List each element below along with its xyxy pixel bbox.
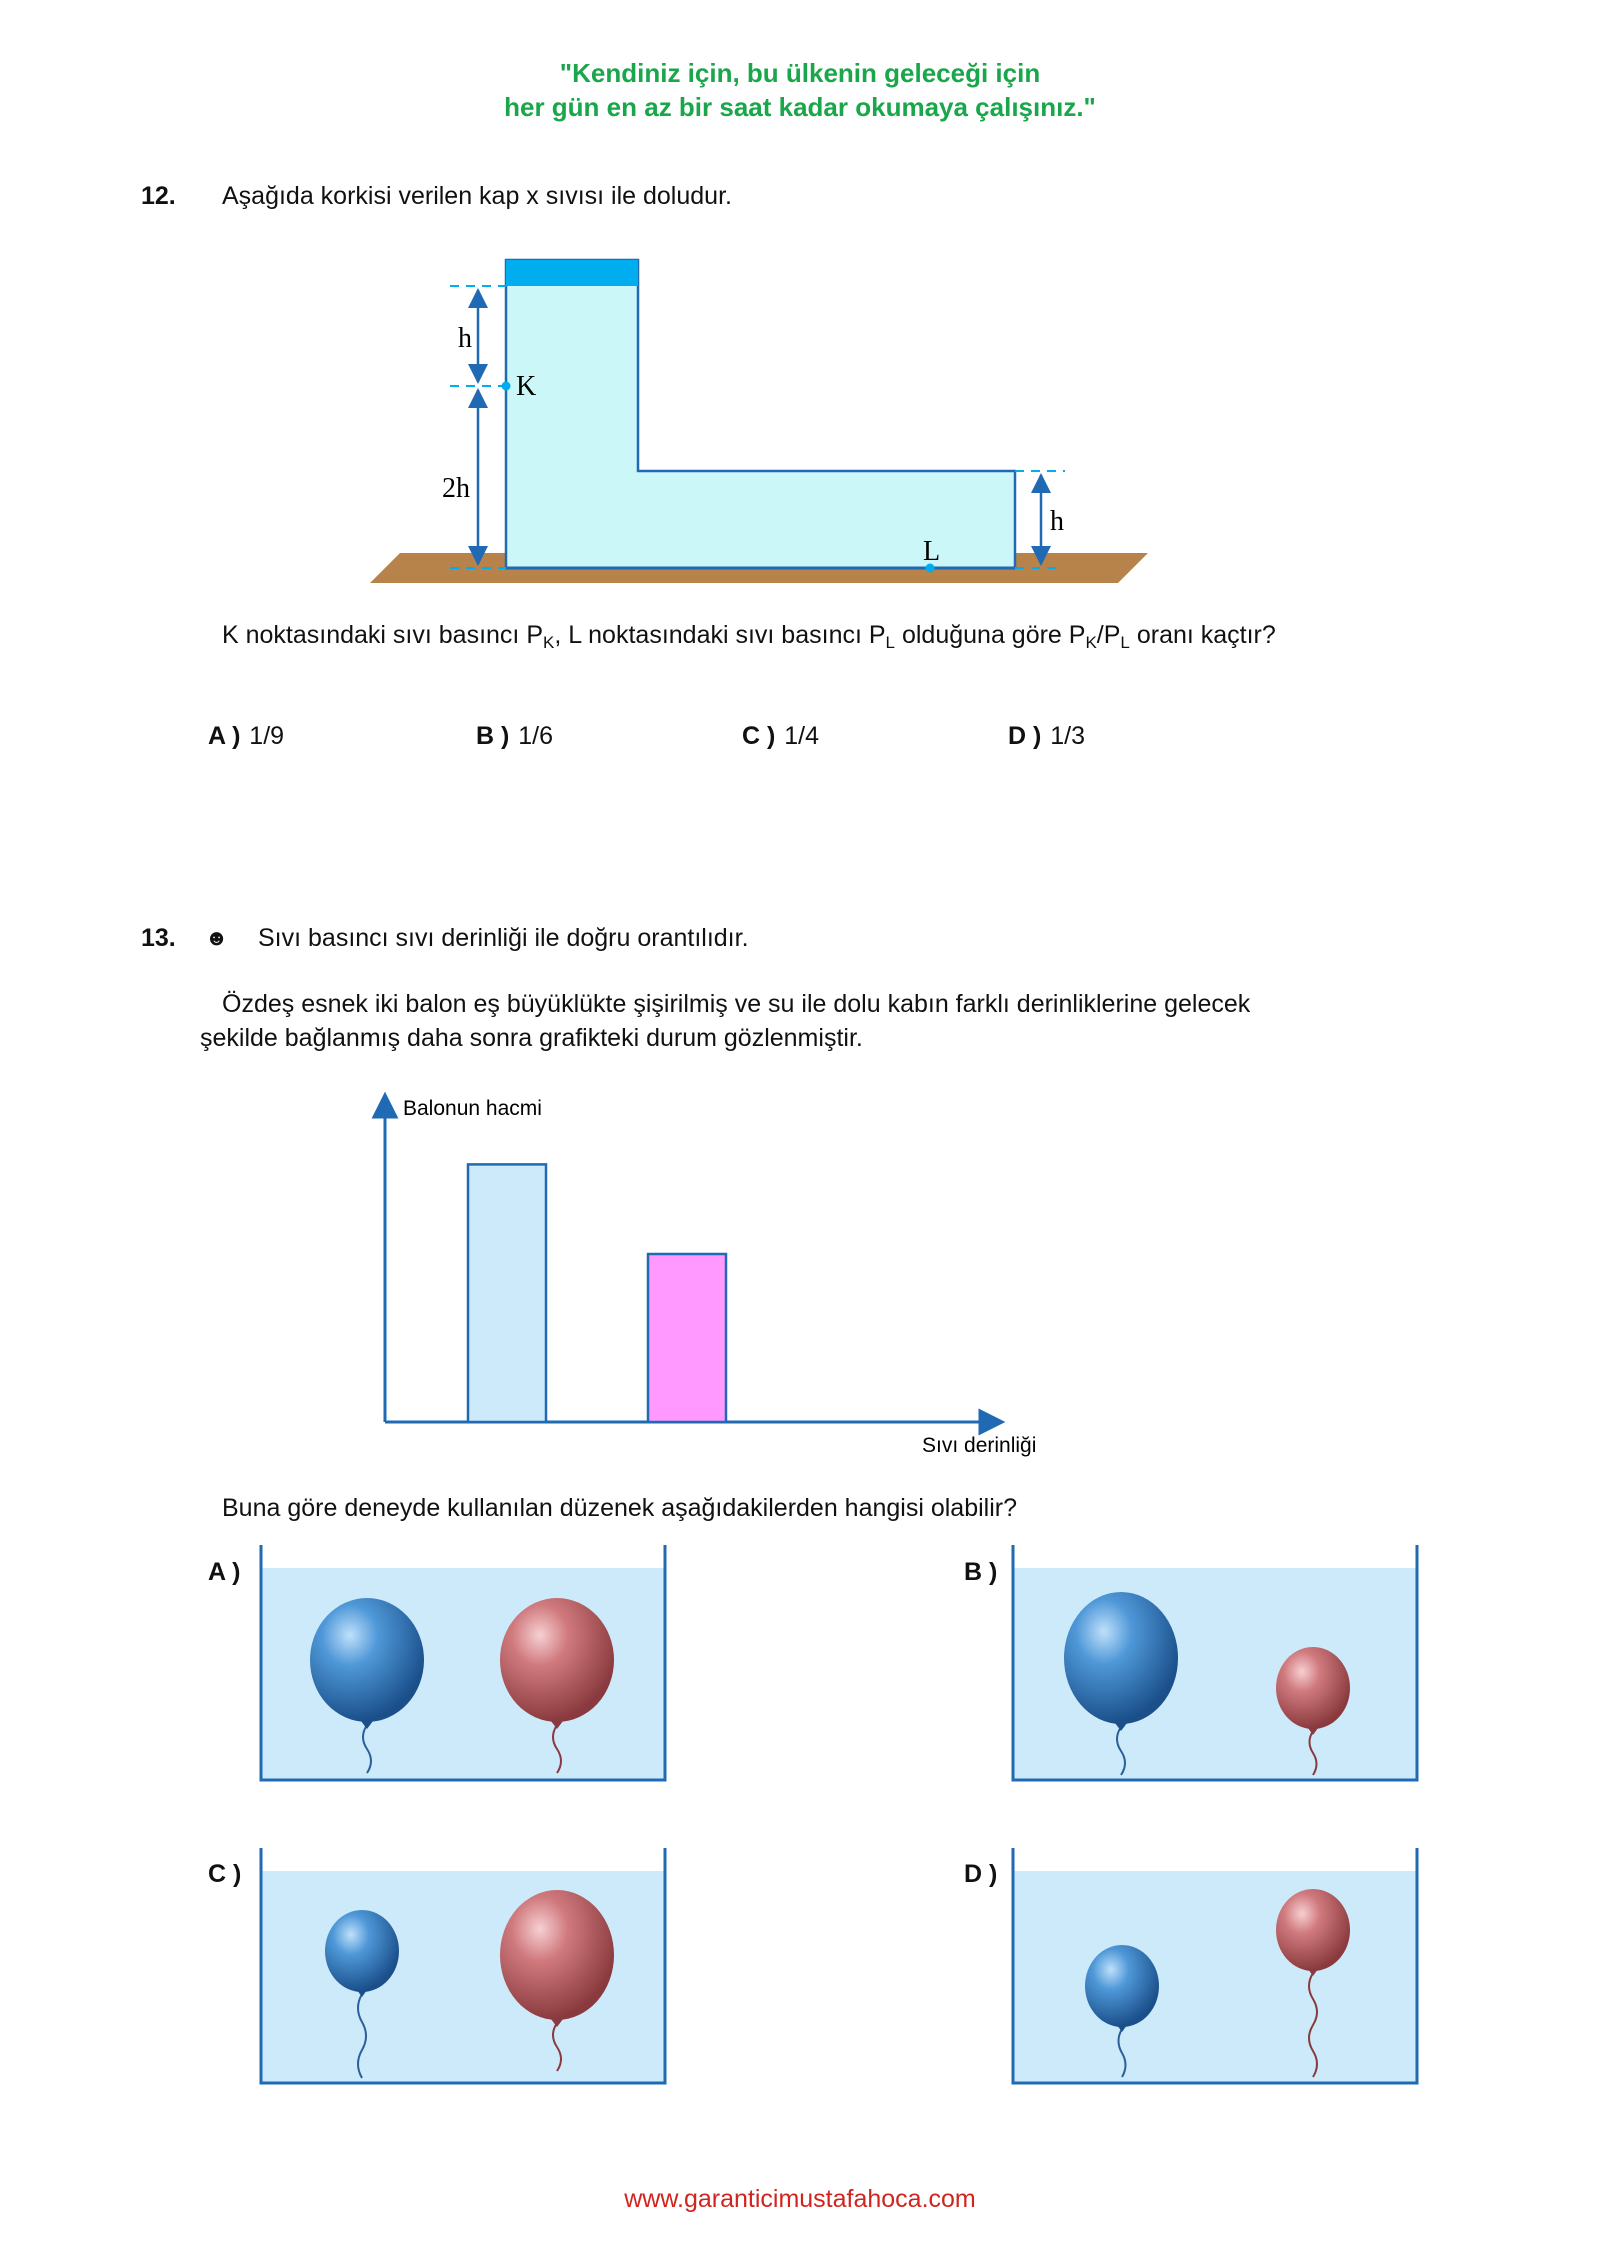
label-L: L (923, 536, 941, 567)
q13-option-a-tank[interactable] (255, 1545, 675, 1795)
question-13-statement: Sıvı basıncı sıvı derinliği ile doğru orantılıdır. (258, 924, 749, 952)
q12-option-c[interactable]: C ) 1/4 (742, 722, 819, 750)
question-13-paragraph-1: Özdeş esnek iki balon eş büyüklükte şişirilmiş ve su ile dolu kabın farklı derinliklerine gelecek (222, 990, 1251, 1018)
q13-option-a-label[interactable]: A ) (208, 1558, 241, 1586)
point-K (502, 382, 511, 391)
label-K: K (516, 371, 537, 402)
question-12-intro: Aşağıda korkisi verilen kap x sıvısı ile doludur. (222, 182, 732, 210)
q12-option-b[interactable]: B ) 1/6 (476, 722, 553, 750)
x-axis-label: Sıvı derinliği (922, 1434, 1037, 1457)
label-h-top: h (458, 323, 472, 354)
q12-option-d[interactable]: D ) 1/3 (1008, 722, 1085, 750)
question-12-number: 12. (141, 182, 176, 210)
q13-option-c-label[interactable]: C ) (208, 1860, 242, 1888)
chart-bar-2 (648, 1254, 726, 1422)
liquid-top-cap (506, 260, 638, 286)
question-12-prompt: K noktasındaki sıvı basıncı $P_K$, L noktasındaki sıvı basıncı $P_L$ olduğuna göre $P_K/P_L$ oranı kaçtır? (222, 621, 1276, 652)
q13-option-d-label[interactable]: D ) (964, 1860, 998, 1888)
q13-option-b-tank[interactable] (1007, 1545, 1427, 1795)
label-2h: 2h (442, 473, 470, 504)
question-13-prompt: Buna göre deneyde kullanılan düzenek aşağıdakilerden hangisi olabilir? (222, 1494, 1018, 1522)
question-13-paragraph-2: şekilde bağlanmış daha sonra grafikteki durum gözlenmiştir. (200, 1024, 863, 1052)
label-h-right: h (1050, 506, 1064, 537)
q12-option-a[interactable]: A ) 1/9 (208, 722, 285, 750)
container-diagram (0, 0, 1600, 620)
y-axis-label: Balonun hacmi (403, 1097, 542, 1120)
chart-bar-1 (468, 1164, 546, 1422)
q13-option-c-tank[interactable] (255, 1848, 675, 2098)
liquid-body (506, 260, 1015, 568)
motto-line-2: her gün en az bir saat kadar okumaya çalışınız." (504, 92, 1096, 122)
footer-website-link[interactable]: www.garanticimustafahoca.com (624, 2185, 976, 2213)
question-13-number: 13. (141, 924, 176, 952)
q13-option-b-label[interactable]: B ) (964, 1558, 998, 1586)
balloon-volume-chart (360, 1085, 1060, 1465)
q13-option-d-tank[interactable] (1007, 1848, 1427, 2098)
motto-line-1: "Kendiniz için, bu ülkenin geleceği için (559, 58, 1041, 88)
smiley-bullet-icon: ☻ (205, 925, 229, 950)
